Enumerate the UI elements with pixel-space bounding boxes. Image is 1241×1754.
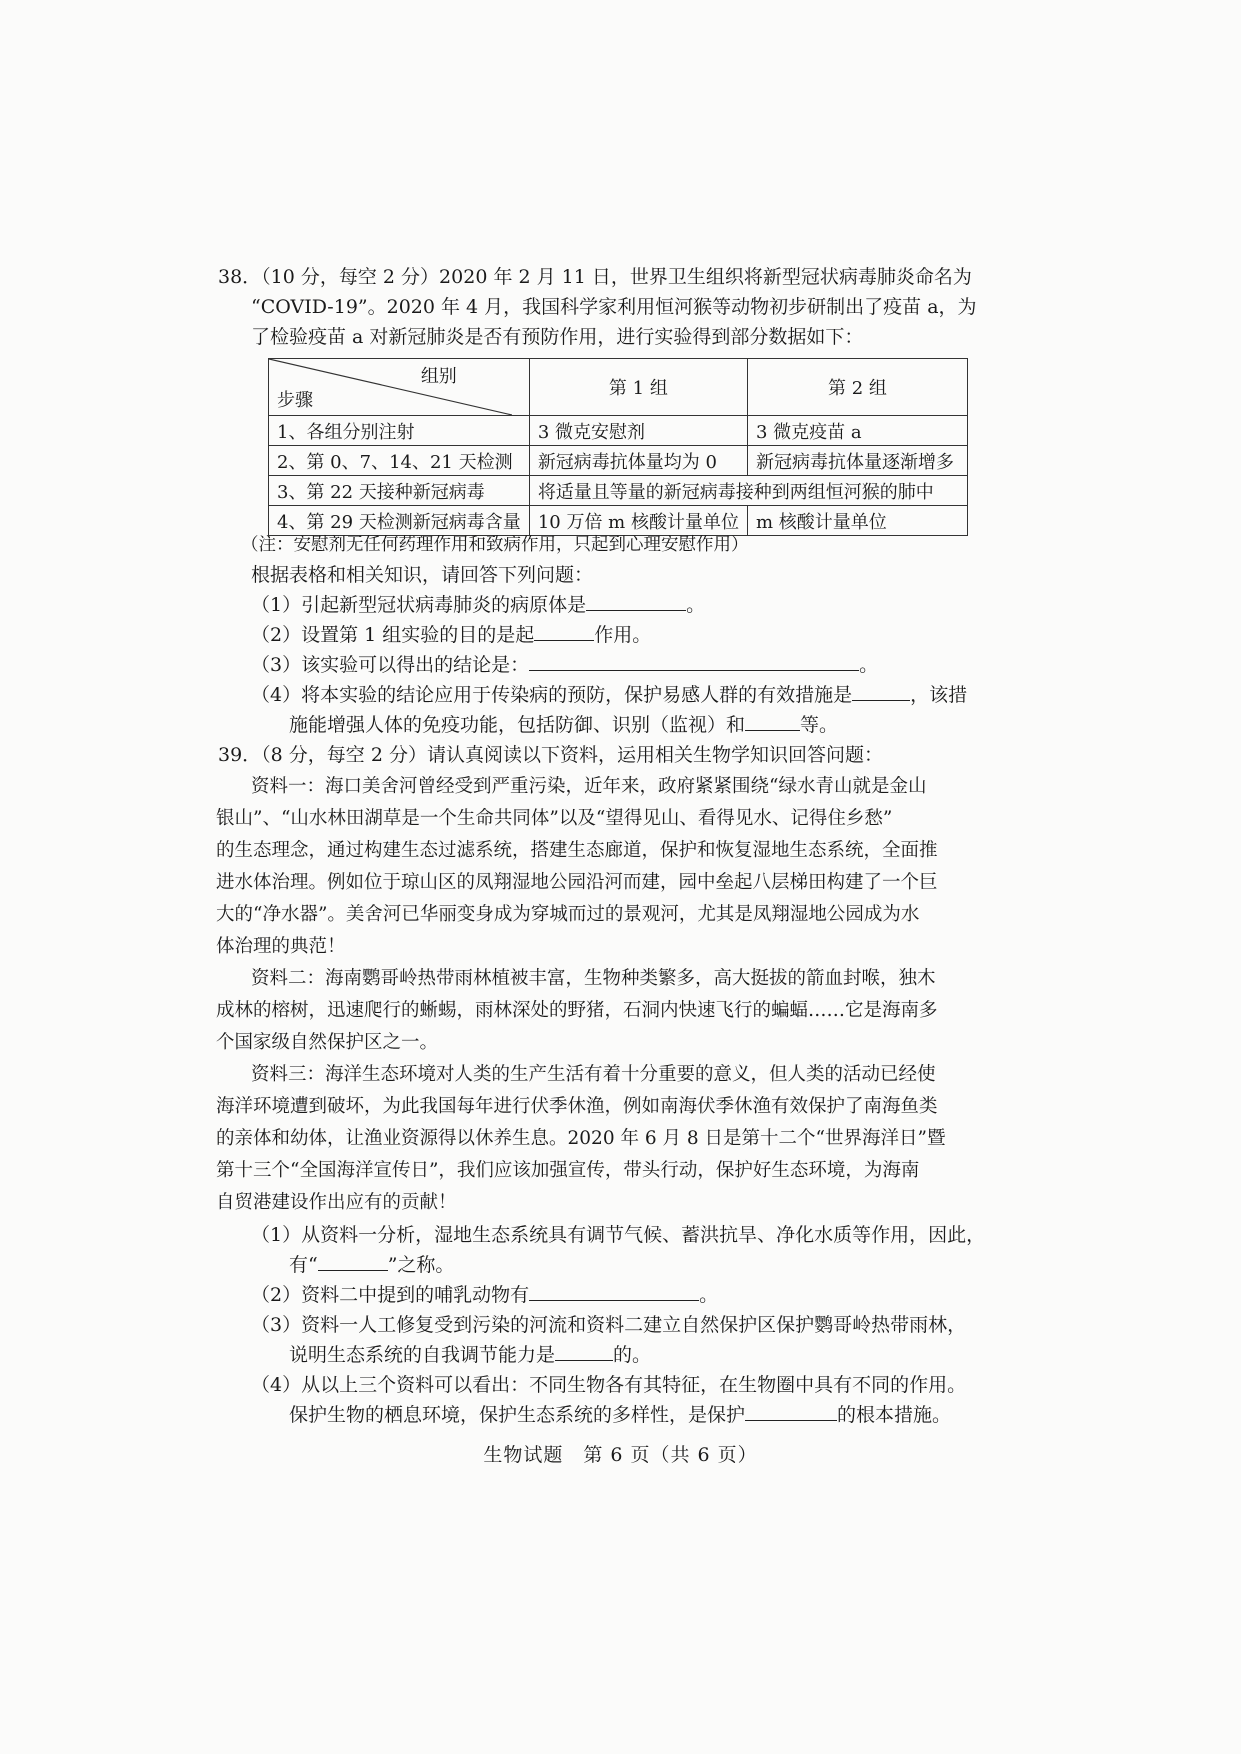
q38-sub-2-end: 作用。 xyxy=(594,624,652,646)
step-cell: 3、第 22 天接种新冠病毒 xyxy=(269,476,530,506)
q38-sub-4-text: （4）将本实验的结论应用于传染病的预防，保护易感人群的有效措施是 xyxy=(251,684,853,706)
material-1-line: 银山”、“山水林田湖草是一个生命共同体”以及“望得见山、看得见水、记得住乡愁” xyxy=(216,808,893,829)
material-1-line: 的生态理念，通过构建生态过滤系统，搭建生态廊道，保护和恢复湿地生态系统，全面推 xyxy=(216,840,938,861)
q39-sub-3-end: 的。 xyxy=(613,1344,652,1366)
group-2-cell: 3 微克疫苗 a xyxy=(747,416,967,446)
material-2-line: 成林的榕树，迅速爬行的蜥蜴，雨林深处的野猪，石洞内快速飞行的蝙蝠……它是海南多 xyxy=(216,1000,938,1021)
page-footer: 生物试题 第 6 页（共 6 页） xyxy=(483,1444,758,1466)
header-step-label: 步骤 xyxy=(277,390,313,411)
q38-intro: 根据表格和相关知识，请回答下列问题： xyxy=(251,564,594,586)
group-1-cell: 新冠病毒抗体量均为 0 xyxy=(529,446,747,476)
q39-sub-3: （3）资料一人工修复受到污染的河流和资料二建立自然保护区保护鹦哥岭热带雨林， xyxy=(251,1314,967,1336)
material-3-line: 自贸港建设作出应有的贡献！ xyxy=(216,1192,457,1213)
step-cell: 1、各组分别注射 xyxy=(269,416,530,446)
header-group-1: 第 1 组 xyxy=(529,359,747,416)
q38-sub-4-cont-text: 施能增强人体的免疫功能，包括防御、识别（监视）和 xyxy=(289,714,746,736)
q39-sub-4: （4）从以上三个资料可以看出：不同生物各有其特征，在生物圈中具有不同的作用。 xyxy=(251,1374,967,1396)
q39-sub-1-close: ”之称。 xyxy=(387,1254,455,1276)
q38-line-2: “COVID-19”。2020 年 4 月，我国科学家利用恒河猴等动物初步研制出了疫苗 a，为 xyxy=(251,296,977,318)
q39-sub-4-end: 的根本措施。 xyxy=(837,1404,952,1426)
table-row xyxy=(269,416,968,446)
material-3-line: 海洋环境遭到破坏，为此我国每年进行伏季休渔，例如南海伏季休渔有效保护了南海鱼类 xyxy=(216,1096,938,1117)
table-row xyxy=(269,446,968,476)
q38-sub-4 xyxy=(251,680,967,710)
q38-sub-4-mid: ，该措 xyxy=(910,684,968,706)
q39-sub-2-end: 。 xyxy=(699,1284,719,1306)
q38-sub-3 xyxy=(251,650,878,680)
material-3-line: 第十三个“全国海洋宣传日”，我们应该加强宣传，带头行动，保护好生态环境，为海南 xyxy=(216,1160,920,1181)
q38-line-3: 了检验疫苗 a 对新冠肺炎是否有预防作用，进行实验得到部分数据如下： xyxy=(251,326,864,348)
q39-sub-3-cont xyxy=(289,1340,651,1370)
q38-sub-1-end: 。 xyxy=(686,594,706,616)
q38-sub-1 xyxy=(251,590,705,620)
q38-sub-1-text: （1）引起新型冠状病毒肺炎的病原体是 xyxy=(251,594,587,616)
q39-sub-1-cont xyxy=(289,1250,454,1280)
header-group-label: 组别 xyxy=(420,366,457,387)
material-3-line: 的亲体和幼体，让渔业资源得以休养生息。2020 年 6 月 8 日是第十二个“世界海洋日”暨 xyxy=(216,1128,946,1149)
step-cell: 4、第 29 天检测新冠病毒含量 xyxy=(269,506,530,536)
table-note: （注：安慰剂无任何药理作用和致病作用，只起到心理安慰作用） xyxy=(241,535,749,555)
q39-sub-3-text: 说明生态系统的自我调节能力是 xyxy=(289,1344,556,1366)
q39-sub-4-cont xyxy=(289,1400,951,1430)
q39-sub-1-open: 有“ xyxy=(289,1254,318,1276)
q38-sub-2 xyxy=(251,620,651,650)
answer-blank[interactable] xyxy=(529,1280,699,1301)
answer-blank[interactable] xyxy=(555,1340,613,1361)
material-2-line: 个国家级自然保护区之一。 xyxy=(216,1032,439,1053)
group-2-cell: m 核酸计量单位 xyxy=(747,506,967,536)
q38-sub-3-end: 。 xyxy=(859,654,879,676)
q39-sub-2 xyxy=(251,1280,718,1310)
step-cell: 2、第 0、7、14、21 天检测 xyxy=(269,446,530,476)
q38-sub-4-cont xyxy=(289,710,838,740)
group-1-cell: 10 万倍 m 核酸计量单位 xyxy=(529,506,747,536)
q38-sub-3-text: （3）该实验可以得出的结论是： xyxy=(251,654,530,676)
material-1-line: 体治理的典范！ xyxy=(216,936,346,957)
material-1-line: 资料一：海口美舍河曾经受到严重污染，近年来，政府紧紧围绕“绿水青山就是金山 xyxy=(251,776,927,797)
answer-blank[interactable] xyxy=(534,620,594,641)
experiment-table xyxy=(268,358,968,536)
answer-blank[interactable] xyxy=(852,680,910,701)
merged-cell: 将适量且等量的新冠病毒接种到两组恒河猴的肺中 xyxy=(529,476,967,506)
answer-blank[interactable] xyxy=(745,710,800,731)
answer-blank[interactable] xyxy=(318,1250,388,1271)
q39-sub-1: （1）从资料一分析，湿地生态系统具有调节气候、蓄洪抗旱、净化水质等作用，因此， xyxy=(251,1224,986,1246)
q39-header: 39．（8 分，每空 2 分）请认真阅读以下资料，运用相关生物学知识回答问题： xyxy=(218,744,883,766)
q39-sub-2-text: （2）资料二中提到的哺乳动物有 xyxy=(251,1284,530,1306)
group-2-cell: 新冠病毒抗体量逐渐增多 xyxy=(747,446,967,476)
q38-sub-4-end: 等。 xyxy=(800,714,839,736)
material-2-line: 资料二：海南鹦哥岭热带雨林植被丰富，生物种类繁多，高大挺拔的箭血封喉，独木 xyxy=(251,968,936,989)
answer-blank[interactable] xyxy=(529,650,859,671)
diagonal-header-cell xyxy=(269,359,530,416)
table-header-row xyxy=(269,359,968,416)
q39-sub-4-text: 保护生物的栖息环境，保护生态系统的多样性，是保护 xyxy=(289,1404,746,1426)
material-1-line: 进水体治理。例如位于琼山区的凤翔湿地公园沿河而建，园中垒起八层梯田构建了一个巨 xyxy=(216,872,938,893)
material-1-line: 大的“净水器”。美舍河已华丽变身成为穿城而过的景观河，尤其是凤翔湿地公园成为水 xyxy=(216,904,920,925)
q38-sub-2-text: （2）设置第 1 组实验的目的是起 xyxy=(251,624,535,646)
table-row xyxy=(269,476,968,506)
answer-blank[interactable] xyxy=(745,1400,837,1421)
answer-blank[interactable] xyxy=(586,590,686,611)
material-3-line: 资料三：海洋生态环境对人类的生产生活有着十分重要的意义，但人类的活动已经使 xyxy=(251,1064,936,1085)
q38-line-1: 38．（10 分，每空 2 分）2020 年 2 月 11 日，世界卫生组织将新型冠状病毒肺炎命名为 xyxy=(218,266,972,288)
group-1-cell: 3 微克安慰剂 xyxy=(529,416,747,446)
header-group-2: 第 2 组 xyxy=(747,359,967,416)
